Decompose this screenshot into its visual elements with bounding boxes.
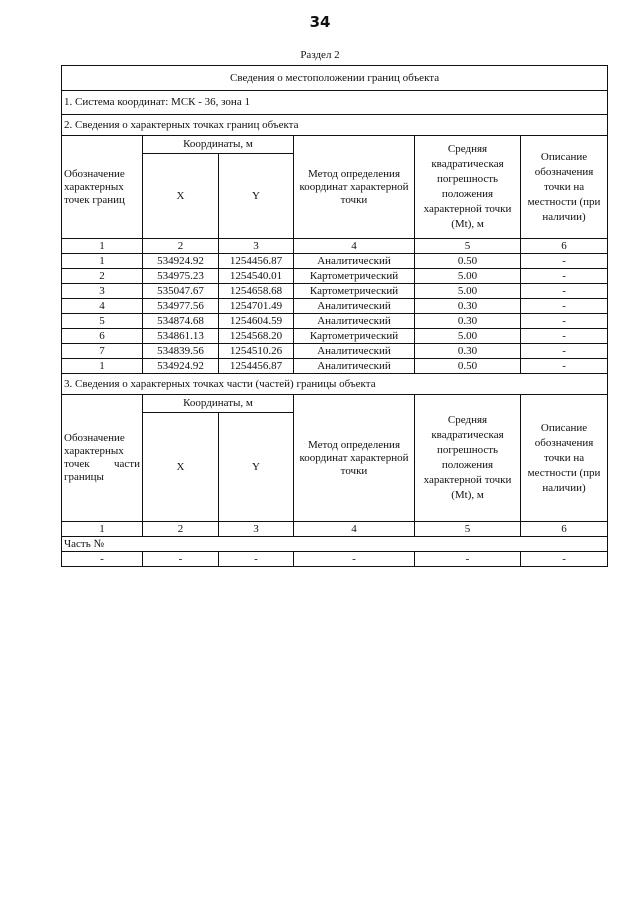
header-point-designation-part: Обозначение характерных точек части границы	[62, 395, 143, 522]
point-number-cell: 4	[62, 299, 143, 314]
section2-title: 2. Сведения о характерных точках границ объекта	[62, 115, 608, 136]
coord-x-cell: 534861.13	[143, 329, 219, 344]
header-coordinates-part: Координаты, м	[143, 395, 294, 413]
column-number: 6	[521, 239, 608, 254]
description-cell: -	[521, 284, 608, 299]
part-cell: -	[294, 552, 415, 567]
header-point-designation: Обозначение характерных точек границ	[62, 136, 143, 239]
header-y-part: Y	[219, 413, 294, 522]
part-cell: -	[143, 552, 219, 567]
column-number: 1	[62, 522, 143, 537]
point-number-cell: 2	[62, 269, 143, 284]
coord-x-cell: 534975.23	[143, 269, 219, 284]
coord-x-cell: 534924.92	[143, 359, 219, 374]
section3-title: 3. Сведения о характерных точках части (частей) границы объекта	[62, 374, 608, 395]
part-cell: -	[219, 552, 294, 567]
error-cell: 5.00	[415, 329, 521, 344]
point-number-cell: 5	[62, 314, 143, 329]
description-cell: -	[521, 314, 608, 329]
point-number-cell: 7	[62, 344, 143, 359]
part-cell: -	[62, 552, 143, 567]
coord-y-cell: 1254456.87	[219, 254, 294, 269]
method-cell: Аналитический	[294, 254, 415, 269]
description-cell: -	[521, 254, 608, 269]
part-cell: -	[521, 552, 608, 567]
method-cell: Картометрический	[294, 269, 415, 284]
description-cell: -	[521, 344, 608, 359]
header-description-part-text: Описание обозначения точки на местности (при наличии)	[527, 421, 601, 494]
point-number-cell: 6	[62, 329, 143, 344]
coord-y-cell: 1254658.68	[219, 284, 294, 299]
point-number-cell: 3	[62, 284, 143, 299]
boundary-table	[61, 65, 608, 567]
coord-y-cell: 1254540.01	[219, 269, 294, 284]
column-number: 6	[521, 522, 608, 537]
error-cell: 5.00	[415, 284, 521, 299]
coord-x-cell: 535047.67	[143, 284, 219, 299]
table-row	[62, 284, 608, 299]
error-cell: 0.50	[415, 359, 521, 374]
part-cell: -	[415, 552, 521, 567]
table-row	[62, 314, 608, 329]
coord-y-cell: 1254456.87	[219, 359, 294, 374]
part-label: Часть №	[62, 537, 608, 552]
header-description-part	[521, 395, 608, 522]
method-cell: Аналитический	[294, 299, 415, 314]
header-x-part: X	[143, 413, 219, 522]
coord-y-cell: 1254604.59	[219, 314, 294, 329]
column-number: 3	[219, 239, 294, 254]
table-title: Сведения о местоположении границ объекта	[62, 66, 608, 91]
coord-x-cell: 534874.68	[143, 314, 219, 329]
coord-x-cell: 534977.56	[143, 299, 219, 314]
error-cell: 0.30	[415, 344, 521, 359]
point-number-cell: 1	[62, 254, 143, 269]
header-error-text: Средняя квадратическая погрешность положения характерной точки (Mt), м	[423, 143, 512, 230]
coord-x-cell: 534924.92	[143, 254, 219, 269]
table-row	[62, 299, 608, 314]
column-number: 1	[62, 239, 143, 254]
description-cell: -	[521, 359, 608, 374]
header-coordinates: Координаты, м	[143, 136, 294, 154]
column-number: 2	[143, 239, 219, 254]
error-cell: 0.50	[415, 254, 521, 269]
column-number: 4	[294, 522, 415, 537]
table-row	[62, 269, 608, 284]
header-method-part: Метод определения координат характерной точки	[294, 395, 415, 522]
error-cell: 0.30	[415, 314, 521, 329]
method-cell: Аналитический	[294, 359, 415, 374]
header-description	[521, 136, 608, 239]
error-cell: 0.30	[415, 299, 521, 314]
method-cell: Картометрический	[294, 329, 415, 344]
header-description-text: Описание обозначения точки на местности (при наличии)	[527, 150, 601, 223]
column-number: 2	[143, 522, 219, 537]
column-number: 3	[219, 522, 294, 537]
description-cell: -	[521, 299, 608, 314]
section-label: Раздел 2	[300, 49, 340, 61]
method-cell: Картометрический	[294, 284, 415, 299]
header-error	[415, 136, 521, 239]
table-row	[62, 344, 608, 359]
header-error-part	[415, 395, 521, 522]
error-cell: 5.00	[415, 269, 521, 284]
coord-x-cell: 534839.56	[143, 344, 219, 359]
description-cell: -	[521, 329, 608, 344]
table-row	[62, 359, 608, 374]
header-x: X	[143, 154, 219, 239]
method-cell: Аналитический	[294, 314, 415, 329]
column-number: 4	[294, 239, 415, 254]
coord-y-cell: 1254510.26	[219, 344, 294, 359]
column-number: 5	[415, 522, 521, 537]
header-y: Y	[219, 154, 294, 239]
table-row	[62, 329, 608, 344]
coord-y-cell: 1254568.20	[219, 329, 294, 344]
point-number-cell: 1	[62, 359, 143, 374]
column-number: 5	[415, 239, 521, 254]
header-error-part-text: Средняя квадратическая погрешность положения характерной точки (Mt), м	[423, 414, 512, 501]
method-cell: Аналитический	[294, 344, 415, 359]
table-row	[62, 254, 608, 269]
coord-system: 1. Система координат: МСК - 36, зона 1	[62, 91, 608, 115]
header-method: Метод определения координат характерной точки	[294, 136, 415, 239]
page-number: 34	[309, 13, 331, 31]
description-cell: -	[521, 269, 608, 284]
coord-y-cell: 1254701.49	[219, 299, 294, 314]
